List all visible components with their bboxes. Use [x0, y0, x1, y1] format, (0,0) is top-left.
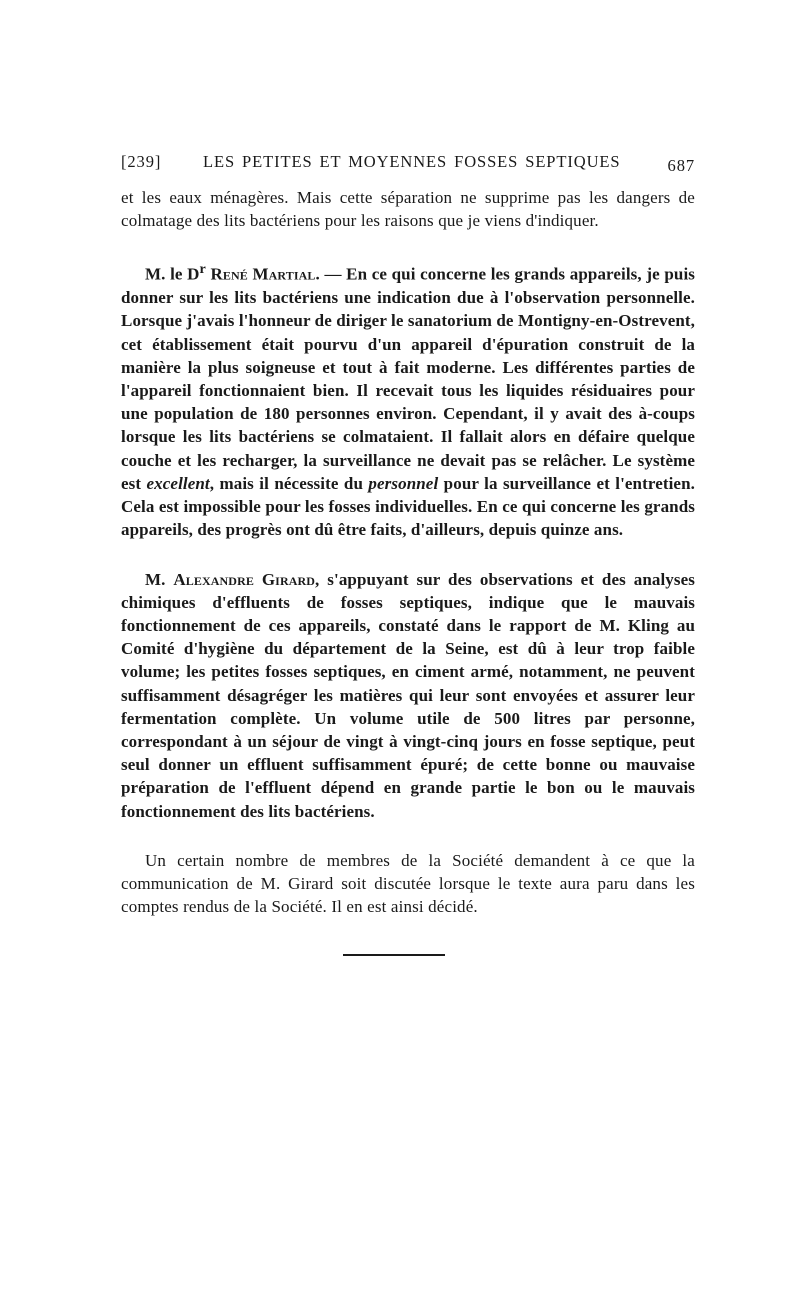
emphasis-personnel: personnel	[368, 473, 439, 493]
page-number: 687	[667, 156, 695, 175]
paragraph-text: , s'appuyant sur des observations et des analyses chimiques d'effluents de fosses septiques, indique que le mauvais fonctionnement de ces appareils, constaté dans le rapport de M. Kling au Comité d'hygiène du département de la Seine, est dû à leur trop faible volume; les petites fosses septiques, en ciment armé, notamment, ne peuvent suffisamment désagréger les matières qui leur sont envoyées et assurer leur fermentation complète. Un volume utile de 500 litres par personne, correspondant à un séjour de vingt à vingt-cinq jours en fosse septique, peut seul donner un effluent suffisamment épuré; de cette bonne ou mauvaise préparation de l'effluent dépend en grande partie le bon ou le mauvais fonctionnement des lits bactériens.	[121, 569, 695, 821]
document-page	[121, 152, 695, 956]
paragraph-text: Un certain nombre de membres de la Société demandent à ce que la communication de M. Girard soit discutée lorsque le texte aura paru dans les comptes rendus de la Société. Il en est ainsi décidé.	[121, 850, 695, 917]
running-header	[121, 152, 695, 176]
paragraph-text: et les eaux ménagères. Mais cette séparation ne supprime pas les dangers de colmatage des lits bactériens pour les raisons que je viens d'indiquer.	[121, 188, 695, 231]
section-end-rule	[343, 954, 445, 956]
paragraph-text-mid: , mais il nécessite du	[209, 473, 369, 493]
speaker-name: René Martial	[210, 265, 316, 285]
paragraph-continuation	[121, 186, 695, 232]
running-title: LES PETITES ET MOYENNES FOSSES SEPTIQUES	[203, 152, 621, 171]
speaker-prefix: M.	[145, 569, 174, 589]
speaker-superscript: r	[199, 261, 206, 278]
paragraph-girard	[121, 568, 695, 823]
speaker-prefix: M. le D	[145, 265, 200, 285]
speaker-name: Alexandre Girard	[173, 569, 316, 589]
paragraph-text: . — En ce qui concerne les grands appareils, je puis donner sur les lits bactériens une indication due à l'observation personnelle. Lorsque j'avais l'honneur de diriger le sanatorium de Montigny-en-Ostrevent, cet établissement était pourvu d'un appareil d'épuration construit de la manière la plus soigneuse et tout à fait moderne. Les différentes parties de l'appareil fonctionnaient bien. Il recevait tous les liquides résiduaires pour une population de 180 personnes environ. Cependant, il y avait des à-coups lorsque les lits bactériens se colmataient. Il fallait alors en défaire quelque couche et les recharger, la surveillance ne devait pas se relâcher. Le système est	[121, 265, 695, 493]
page-number-bracketed: [239]	[121, 152, 162, 171]
paragraph-martial	[121, 258, 695, 541]
emphasis-excellent: excellent	[146, 473, 210, 493]
paragraph-text-end: pour la surveillance et l'entretien. Cela est impossible pour les fosses individuelles. En ce qui concerne les grands appareils, des progrès ont dû être faits, d'ailleurs, depuis quinze ans.	[121, 473, 695, 540]
paragraph-decision	[121, 849, 695, 919]
